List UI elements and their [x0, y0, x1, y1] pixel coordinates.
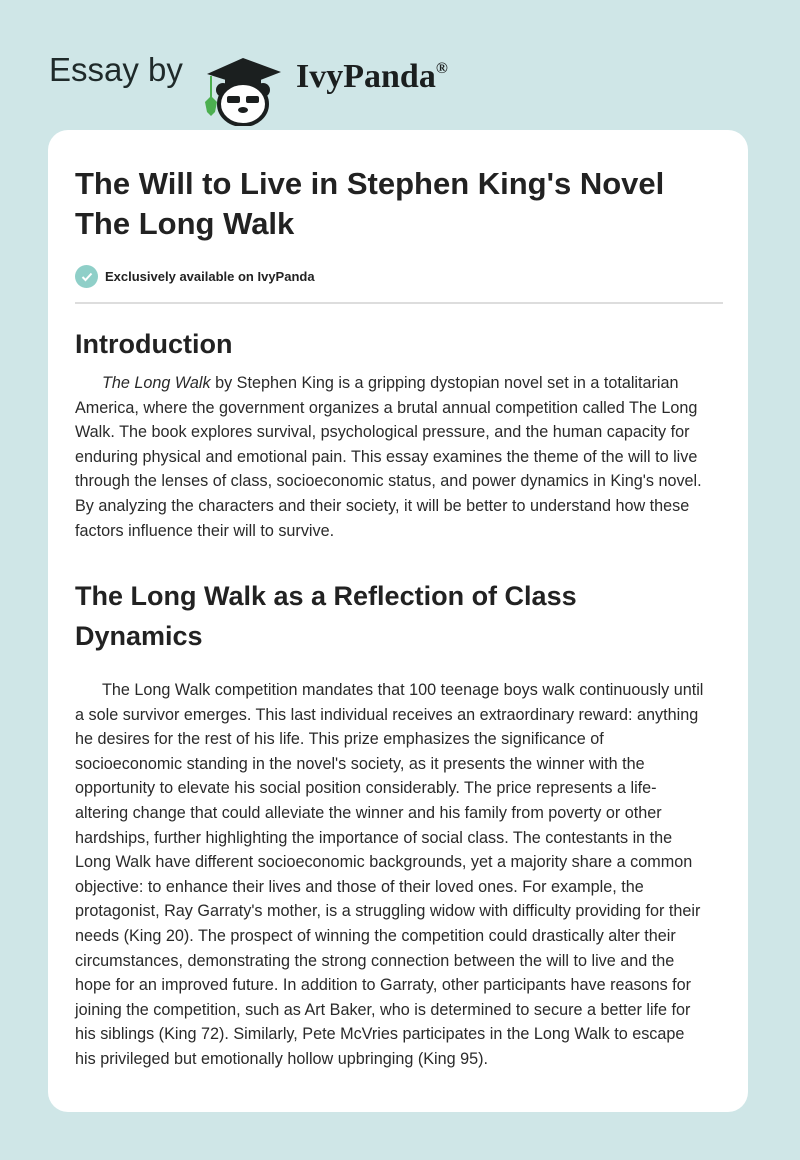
paragraph-line: hardships, further highlighting the importance of social class. The contestants in the [75, 828, 673, 847]
class-dynamics-paragraph [75, 678, 703, 1072]
paragraph-line: a sole survivor emerges. This last individual receives an extraordinary reward: anything [75, 705, 699, 724]
paragraph-line: altering change that could alleviate the winner and his family from poverty or other [75, 803, 662, 822]
paragraph-line: By analyzing the characters and their society, it will be better to understand how these [75, 496, 690, 515]
brand-text: IvyPanda [296, 58, 436, 95]
paragraph-line: through the lenses of class, socioeconomic status, and power dynamics in King's novel. [75, 472, 702, 491]
paragraph-line: his privileged but emotionally hollow upbringing (King 95). [75, 1049, 489, 1068]
paragraph-line: factors influence their will to survive. [75, 521, 335, 540]
paragraph-line: needs (King 20). The prospect of winning the competition could drastically alter their [75, 926, 676, 945]
title-line: The Will to Live in Stephen King's Novel [75, 166, 665, 201]
heading-line: Dynamics [75, 621, 203, 651]
paragraph-line: socioeconomic standing in the novel's society, as it presents the winner with the [75, 754, 645, 773]
paragraph-line: he desires for the rest of his life. This prize emphasizes the significance of [75, 730, 604, 749]
line-text: by Stephen King is a gripping dystopian novel set in a totalitarian [210, 374, 679, 392]
section-heading-introduction [75, 324, 232, 364]
paragraph-line [75, 371, 702, 396]
paragraph-line: opportunity to elevate his social position considerably. The price represents a life- [75, 779, 657, 798]
badge-text: Exclusively available on IvyPanda [105, 269, 315, 284]
paragraph-line: protagonist, Ray Garraty's mother, is a struggling widow with difficulty providing for their [75, 902, 701, 921]
paragraph-line: Long Walk have different socioeconomic backgrounds, yet a majority share a common [75, 853, 693, 872]
brand-name[interactable] [296, 58, 448, 96]
paragraph-line: objective: to enhance their lives and those of their loved ones. For example, the [75, 877, 644, 896]
paragraph-line: hope for an improved future. In addition to Garraty, other participants have reasons for [75, 976, 692, 995]
panda-logo-icon[interactable] [203, 56, 283, 126]
section-heading-class-dynamics [75, 576, 577, 656]
essay-by-label: Essay by [49, 51, 183, 88]
heading-line: Introduction [75, 329, 233, 359]
paragraph-line: his siblings (King 72). Similarly, Pete McVries participates in the Long Walk to escape [75, 1025, 685, 1044]
page-title [75, 164, 725, 244]
registered-mark: ® [435, 60, 448, 77]
check-icon [75, 265, 98, 288]
site-header [0, 20, 800, 120]
paragraph-line: The Long Walk competition mandates that 100 teenage boys walk continuously until [102, 681, 704, 699]
divider [75, 302, 723, 304]
paragraph-line: Walk. The book explores survival, psychological pressure, and the human capacity for [75, 423, 690, 442]
paragraph-line: circumstances, demonstrating the strong connection between the will to live and the [75, 951, 675, 970]
paragraph-line: enduring physical and emotional pain. This essay examines the theme of the will to live [75, 447, 698, 466]
exclusive-badge [75, 265, 315, 288]
paragraph-line: joining the competition, such as Art Baker, who is determined to secure a better life for [75, 1000, 691, 1019]
title-line: The Long Walk [75, 206, 295, 241]
paragraph-line: America, where the government organizes a brutal annual competition called The Long [75, 398, 698, 417]
heading-line: The Long Walk as a Reflection of Class [75, 581, 577, 611]
book-title: The Long Walk [102, 374, 211, 392]
article-card [48, 130, 748, 1112]
introduction-paragraph [75, 371, 702, 543]
